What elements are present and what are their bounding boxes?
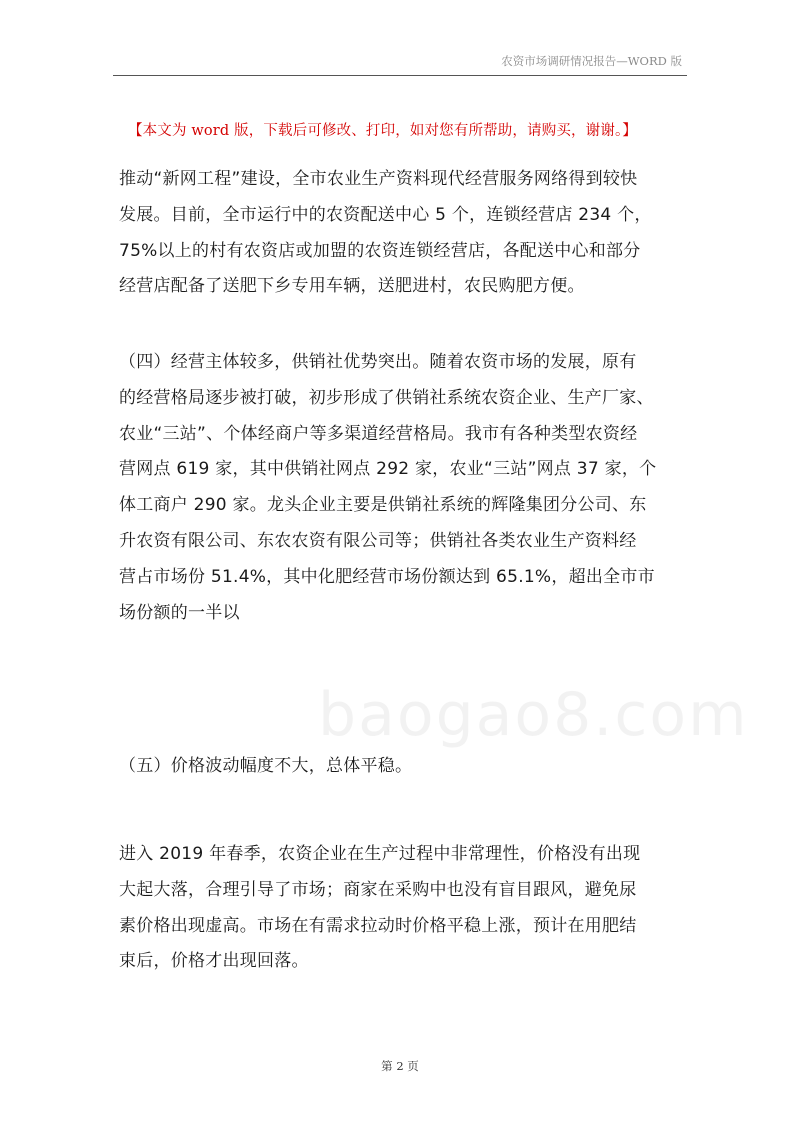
text-line: 束后，价格才出现回落。	[119, 951, 309, 972]
text-line: （五）价格波动幅度不大，总体平稳。	[119, 756, 413, 776]
text-line: 营占市场份 51.4%，其中化肥经营市场份额达到 65.1%，超出全市市	[119, 566, 655, 587]
watermark: baogao8.com	[318, 680, 749, 750]
text-line: 场份额的一半以	[119, 602, 240, 623]
text-line: 发展。目前，全市运行中的农资配送中心 5 个，连锁经营店 234 个，	[119, 204, 652, 225]
text-line: 营网点 619 家，其中供销社网点 292 家，农业“三站”网点 37 家，个	[119, 459, 657, 480]
text-line: 体工商户 290 家。龙头企业主要是供销社系统的辉隆集团分公司、东	[119, 495, 647, 516]
text-line: 经营店配备了送肥下乡专用车辆，送肥进村，农民购肥方便。	[119, 276, 585, 297]
page-number: 第 2 页	[381, 1059, 419, 1073]
paragraph-price-trend	[119, 837, 695, 980]
text-line: （四）经营主体较多，供销社优势突出。随着农资市场的发展，原有	[119, 352, 637, 372]
header-divider	[113, 75, 687, 76]
text-line: 升农资有限公司、东农农资有限公司等；供销社各类农业生产资料经	[119, 530, 637, 551]
text-line: 的经营格局逐步被打破，初步形成了供销社系统农资企业、生产厂家、	[119, 387, 654, 408]
text-line: 大起大落，合理引导了市场；商家在采购中也没有盲目跟风，避免尿	[119, 879, 637, 900]
document-header-title: 农资市场调研情况报告—WORD 版	[501, 54, 682, 68]
text-line: 素价格出现虚高。市场在有需求拉动时价格平稳上涨，预计在用肥结	[119, 915, 637, 936]
paragraph-network-construction	[119, 162, 695, 305]
text-line: 推动“新网工程”建设，全市农业生产资料现代经营服务网络得到较快	[119, 169, 638, 189]
paragraph-section-five-heading	[119, 749, 695, 785]
paragraph-section-four	[119, 345, 695, 631]
text-line: 进入 2019 年春季，农资企业在生产过程中非常理性，价格没有出现	[119, 844, 641, 864]
download-notice: 【本文为 word 版，下载后可修改、打印，如对您有所帮助，请购买，谢谢。】	[128, 123, 638, 139]
text-line: 75%以上的村有农资店或加盟的农资连锁经营店，各配送中心和部分	[119, 240, 641, 261]
text-line: 农业“三站”、个体经商户等多渠道经营格局。我市有各种类型农资经	[119, 423, 638, 444]
